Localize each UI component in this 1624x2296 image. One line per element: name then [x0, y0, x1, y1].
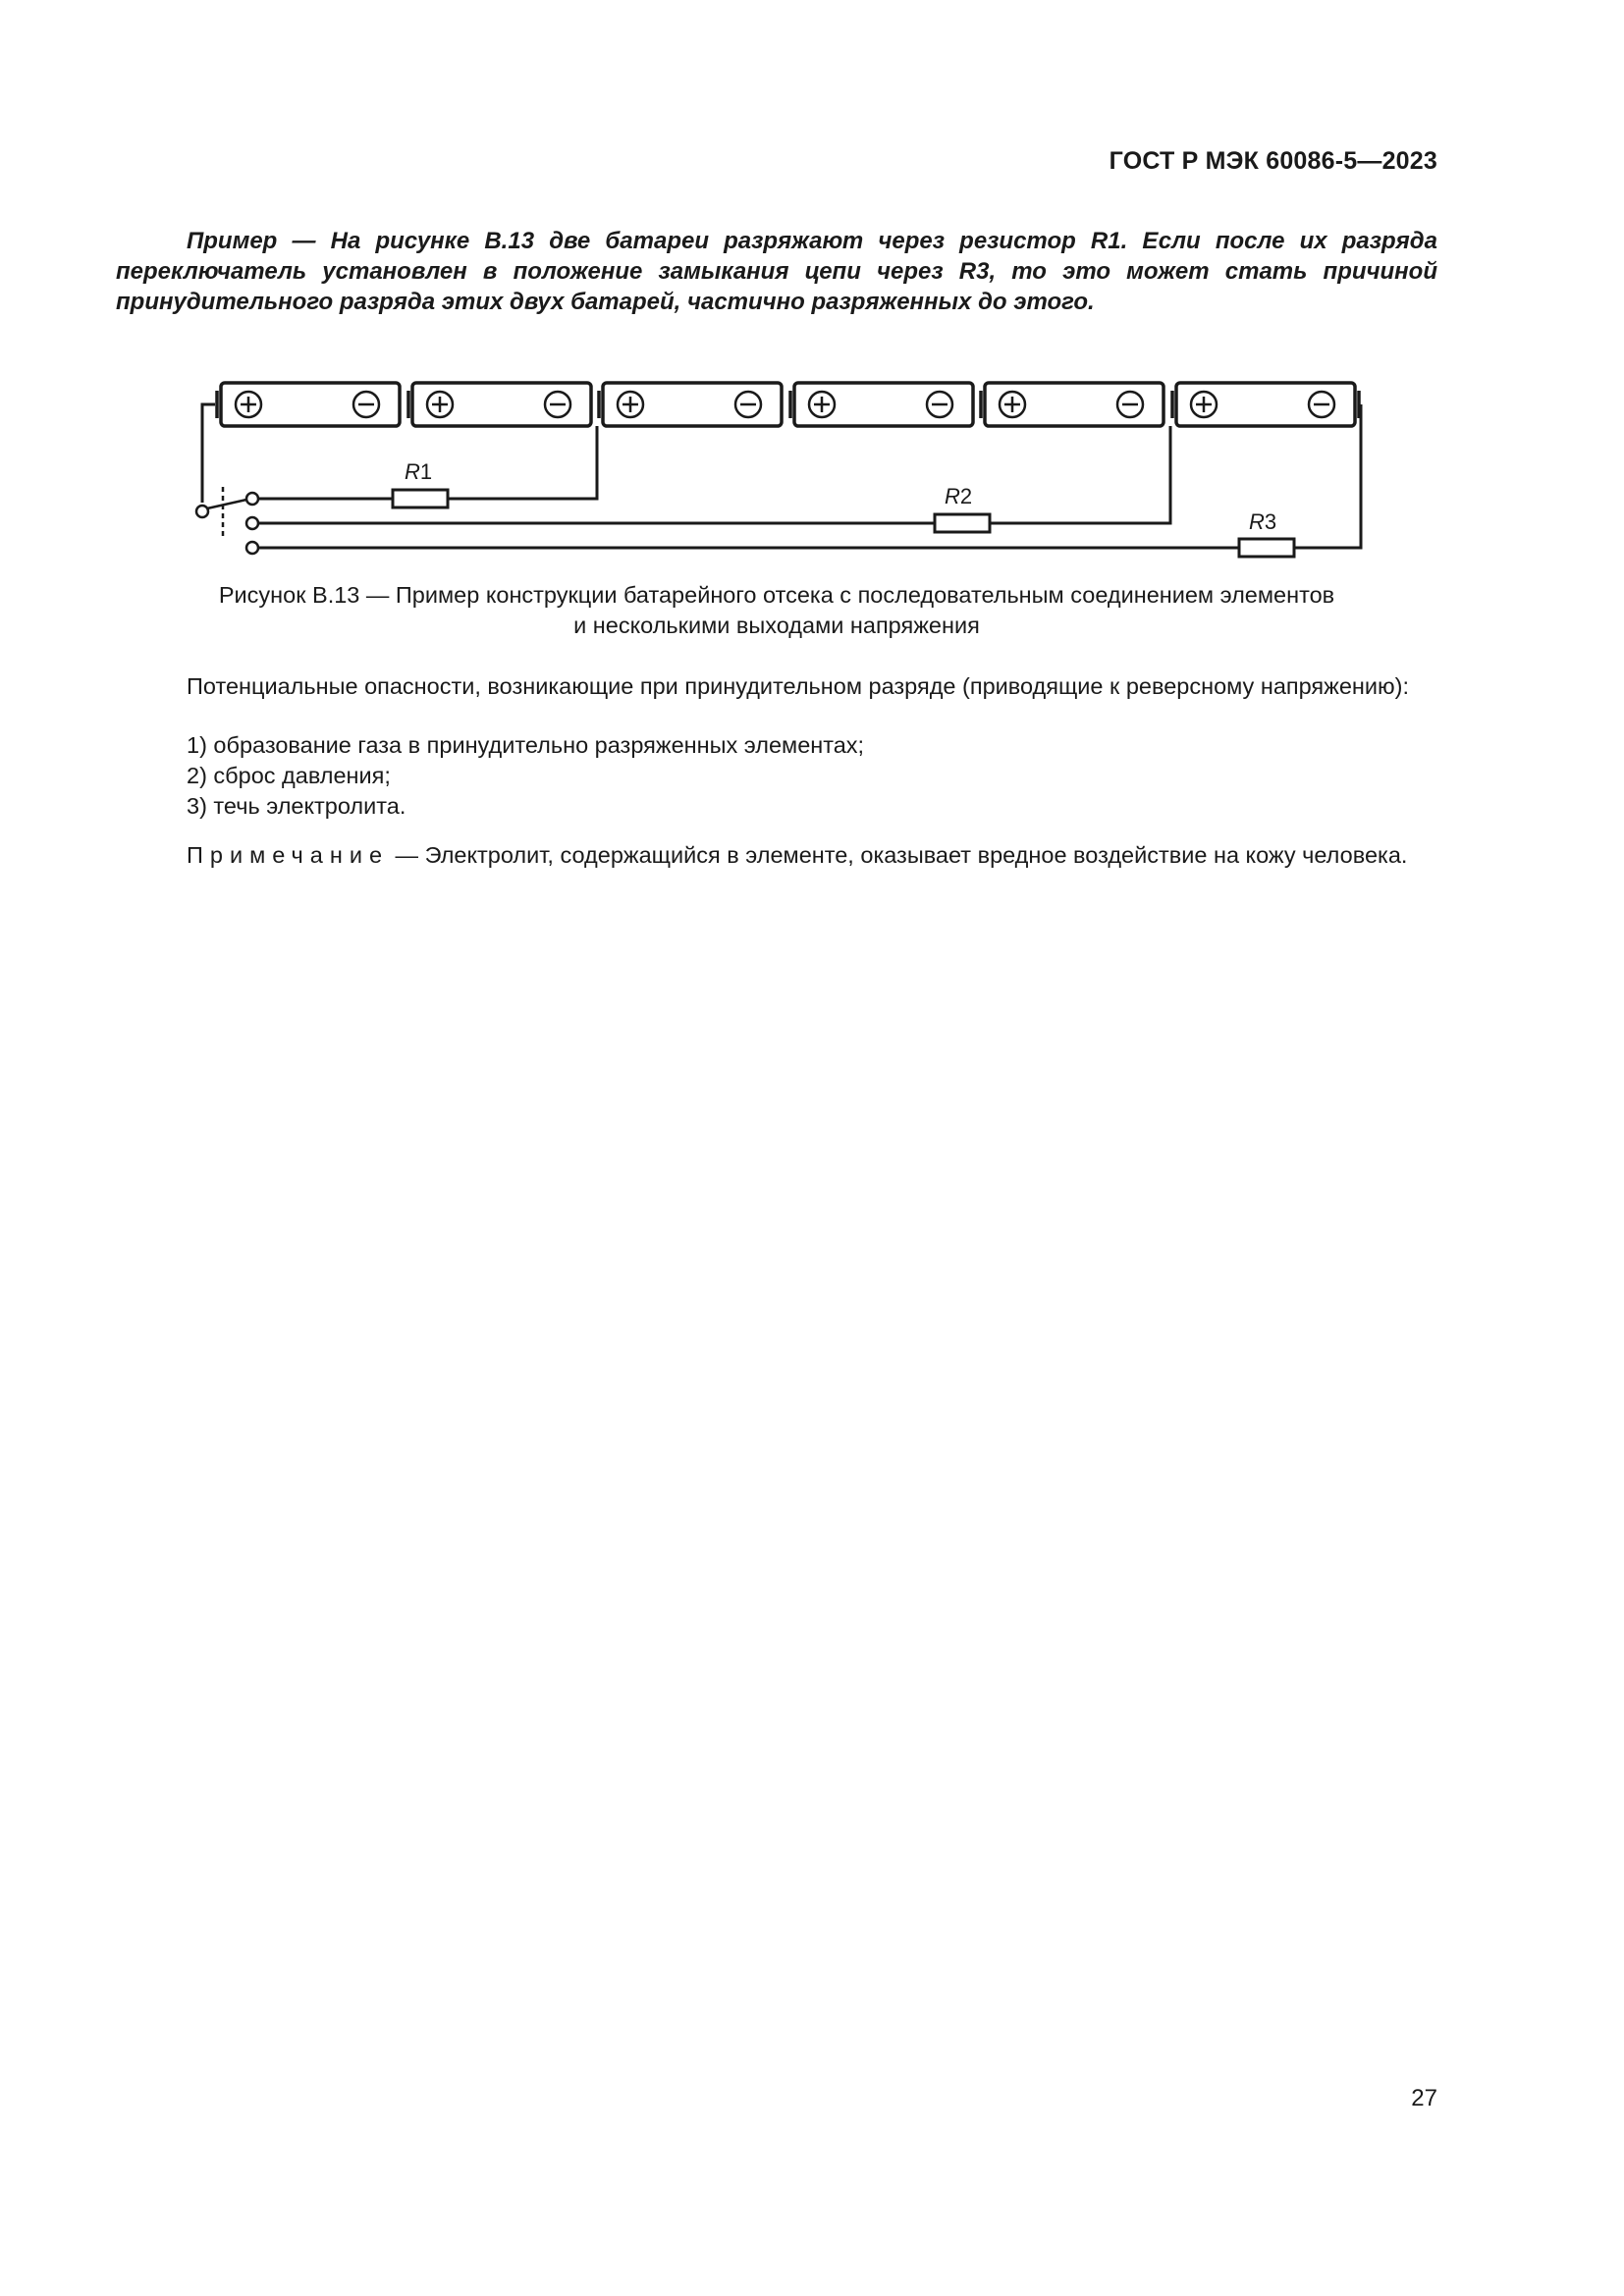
hazards-list: [187, 730, 864, 822]
document-header: ГОСТ Р МЭК 60086-5—2023: [1109, 147, 1437, 175]
resistor-r3-label: R3: [1249, 509, 1277, 534]
battery-circuit-diagram: [187, 371, 1365, 567]
hazards-intro: Потенциальные опасности, возникающие при принудительном разряде (приводящие к реверсному напряжению):: [187, 673, 1410, 699]
figure-caption: [116, 580, 1437, 641]
example-paragraph: Пример — На рисунке В.13 две батареи разряжают через резистор R1. Если после их разряда переключатель установлен в положение замыкания цепи через R3, то это может стать причиной принудительного разряда этих двух батарей, частично разряженных до этого.: [116, 228, 1437, 315]
list-item: 3) течь электролита.: [187, 793, 406, 819]
resistor-r1: [393, 490, 448, 507]
note-paragraph: [116, 840, 1437, 871]
resistor-r2: [935, 514, 990, 532]
note-text: — Электролит, содержащийся в элементе, оказывает вредное воздействие на кожу человека.: [389, 842, 1408, 868]
resistor-r2-label: R2: [945, 484, 973, 508]
page-number: 27: [1411, 2085, 1437, 2111]
resistor-r3: [1239, 539, 1294, 557]
note-label: Примечание: [187, 842, 390, 868]
battery-circuit-figure: [187, 371, 1365, 567]
list-item: 1) образование газа в принудительно разряженных элементах;: [187, 732, 865, 758]
figure-caption-line-1: Рисунок В.13 — Пример конструкции батарейного отсека с последовательным соединением элементов: [218, 582, 1335, 608]
resistor-r1-label: R1: [405, 459, 433, 484]
selector-switch: [196, 487, 258, 554]
figure-caption-line-2: и несколькими выходами напряжения: [573, 613, 980, 638]
list-item: 2) сброс давления;: [187, 763, 391, 788]
